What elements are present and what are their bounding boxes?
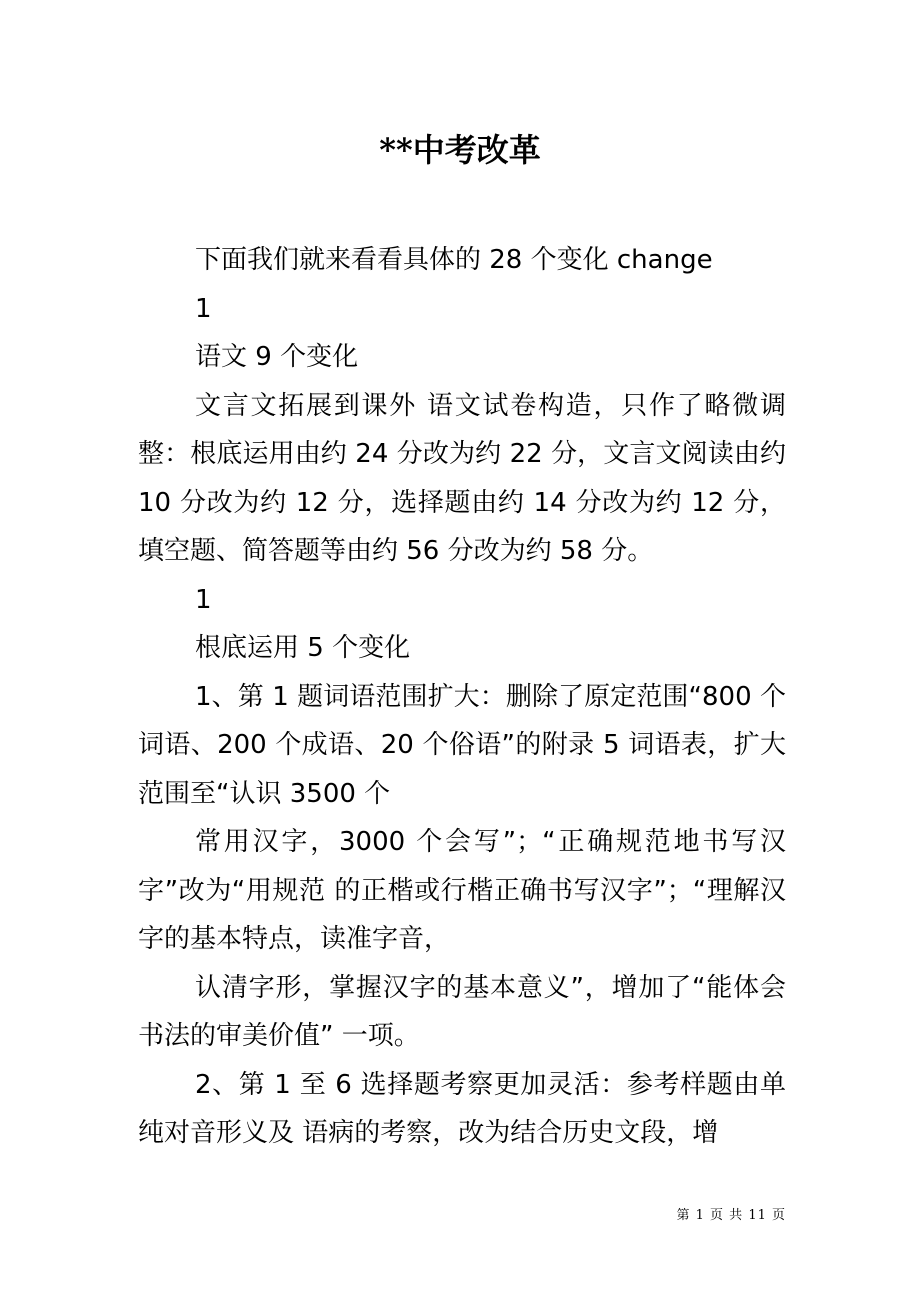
paragraph-number: 1 [195, 293, 212, 324]
paragraph-item-1-continued: 常用汉字，3000 个会写”；“正确规范地书写汉字”改为“用规范 的正楷或行楷正确书写汉字”；“理解汉字的基本特点，读准字音， [138, 827, 786, 954]
paragraph-item-1-end: 认清字形，掌握汉字的基本意义”，增加了“能体会书法的审美价值” 一项。 [138, 972, 786, 1051]
document-title: **中考改革 [379, 131, 541, 169]
paragraph-number: 1 [195, 584, 212, 615]
document-body [138, 236, 786, 1158]
paragraph-item-1: 1、第 1 题词语范围扩大：删除了原定范围“800 个词语、200 个成语、20 个俗语”的附录 5 词语表，扩大范围至“认识 3500 个 [138, 681, 786, 809]
paragraph-item-2: 2、第 1 至 6 选择题考察更加灵活：参考样题由单纯对音形义及 语病的考察，改为结合历史文段，增 [138, 1069, 786, 1148]
paragraph-classical-chinese: 文言文拓展到课外 语文试卷构造，只作了略微调整：根底运用由约 24 分改为约 22 分，文言文阅读由约 10 分改为约 12 分，选择题由约 14 分改为约 12 分，填空题、简答题等由约 56 分改为约 58 分。 [138, 390, 786, 566]
paragraph-intro: 下面我们就来看看具体的 28 个变化 change [195, 245, 713, 275]
section-heading-basics: 根底运用 5 个变化 [195, 633, 411, 663]
section-heading-chinese: 语文 9 个变化 [195, 342, 359, 372]
page-footer: 第 1 页 共 11 页 [676, 1208, 786, 1223]
